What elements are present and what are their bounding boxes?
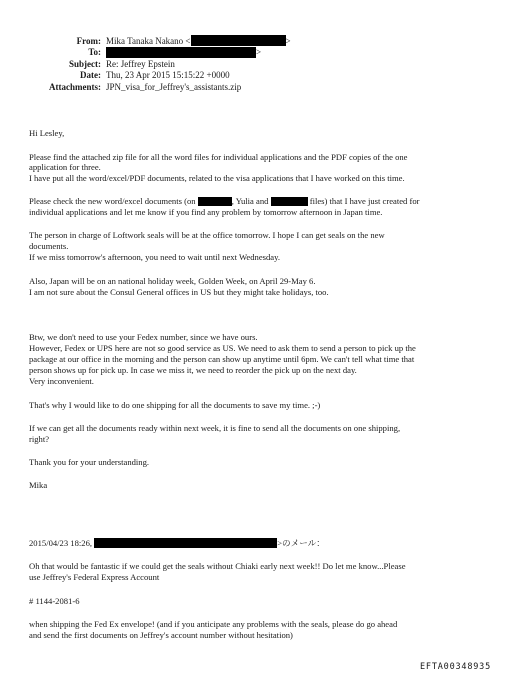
body-line: Btw, we don't need to use your Fedex number, since we have ours.: [29, 332, 258, 342]
text-segment: , Yulia and: [231, 196, 269, 206]
document-id: EFTA00348935: [420, 662, 492, 672]
quoted-line: and send the first documents on Jeffrey's account number without hesitation): [29, 630, 293, 640]
signature: Mika: [29, 480, 48, 490]
body-line: If we miss tomorrow's afternoon, you need to wait until next Wednesday.: [29, 252, 280, 262]
body-line: Thank you for your understanding.: [29, 457, 150, 467]
subject-row: [0, 59, 512, 70]
body-line: application for three.: [29, 162, 101, 172]
redaction-block: [94, 538, 277, 548]
attachments-label: Attachments:: [49, 82, 101, 92]
date-label: Date:: [80, 70, 101, 80]
body-line: Very inconvenient.: [29, 376, 94, 386]
body-line: The person in charge of Loftwork seals will be at the office tomorrow. I hope I can get seals on the new: [29, 230, 385, 240]
body-line: Also, Japan will be on an national holiday week, Golden Week, on April 29-May 6.: [29, 276, 316, 286]
quoted-line: # 1144-2081-6: [29, 596, 80, 606]
to-row: [0, 47, 512, 59]
greeting: Hi Lesley,: [29, 128, 65, 138]
subject-value: Re: Jeffrey Epstein: [106, 59, 175, 69]
date-row: [0, 70, 512, 81]
body-line-with-redactions: [29, 196, 420, 207]
quoted-line: use Jeffrey's Federal Express Account: [29, 572, 160, 582]
redaction-block: [106, 47, 256, 58]
text-segment: Please check the new word/excel documents (on: [29, 196, 196, 206]
from-row: [0, 36, 512, 47]
from-close: >: [285, 36, 291, 46]
redaction-block: [191, 35, 286, 46]
to-close: >: [256, 47, 262, 57]
from-name: Mika Tanaka Nakano <: [106, 36, 191, 46]
body-line: right?: [29, 434, 50, 444]
body-line: That's why I would like to do one shipping for all the documents to save my time. ;-): [29, 400, 321, 410]
to-label: To:: [88, 47, 101, 57]
body-line: If we can get all the documents ready within next week, it is fine to send all the documents on one shipping,: [29, 423, 401, 433]
quoted-date: 2015/04/23 18:26,: [29, 538, 93, 548]
from-value: [106, 36, 291, 47]
redaction-block: [271, 197, 308, 206]
body-line: Please find the attached zip file for all the word files for individual applications and the PDF copies of the one: [29, 152, 408, 162]
body-line: person shows up for pick up. In case we miss it, we need to reorder the pick up on the next day.: [29, 365, 357, 375]
quoted-line: Oh that would be fantastic if we could get the seals without Chiaki early next week!! Do let me know...Please: [29, 561, 406, 571]
body-line: However, Fedex or UPS here are not so good service as US. We need to ask them to send a person to pick up the: [29, 343, 416, 353]
text-segment: files) that I have just created for: [309, 196, 420, 206]
redaction-block: [198, 197, 232, 206]
subject-label: Subject:: [69, 59, 101, 69]
quoted-suffix: >のメール：: [277, 538, 325, 548]
body-line: I am not sure about the Consul General offices in US but they might take holidays, too.: [29, 287, 329, 297]
body-line: documents.: [29, 241, 69, 251]
body-line: package at our office in the morning and the person can show up anytime until 6pm. We can't tell what time that: [29, 354, 415, 364]
body-line: individual applications and let me know if you find any problem by tomorrow afternoon in Japan time.: [29, 207, 383, 217]
attachment-link[interactable]: JPN_visa_for_Jeffrey's_assistants.zip: [106, 82, 242, 92]
date-value: Thu, 23 Apr 2015 15:15:22 +0000: [106, 70, 230, 80]
quoted-line: when shipping the Fed Ex envelope! (and if you anticipate any problems with the seals, please do go ahead: [29, 619, 398, 629]
body-line: I have put all the word/excel/PDF documents, related to the visa applications that I have worked on this time.: [29, 173, 405, 183]
to-value: [106, 47, 261, 58]
attachments-row: [0, 82, 512, 93]
quoted-header: [29, 538, 325, 549]
from-label: From:: [76, 36, 101, 46]
